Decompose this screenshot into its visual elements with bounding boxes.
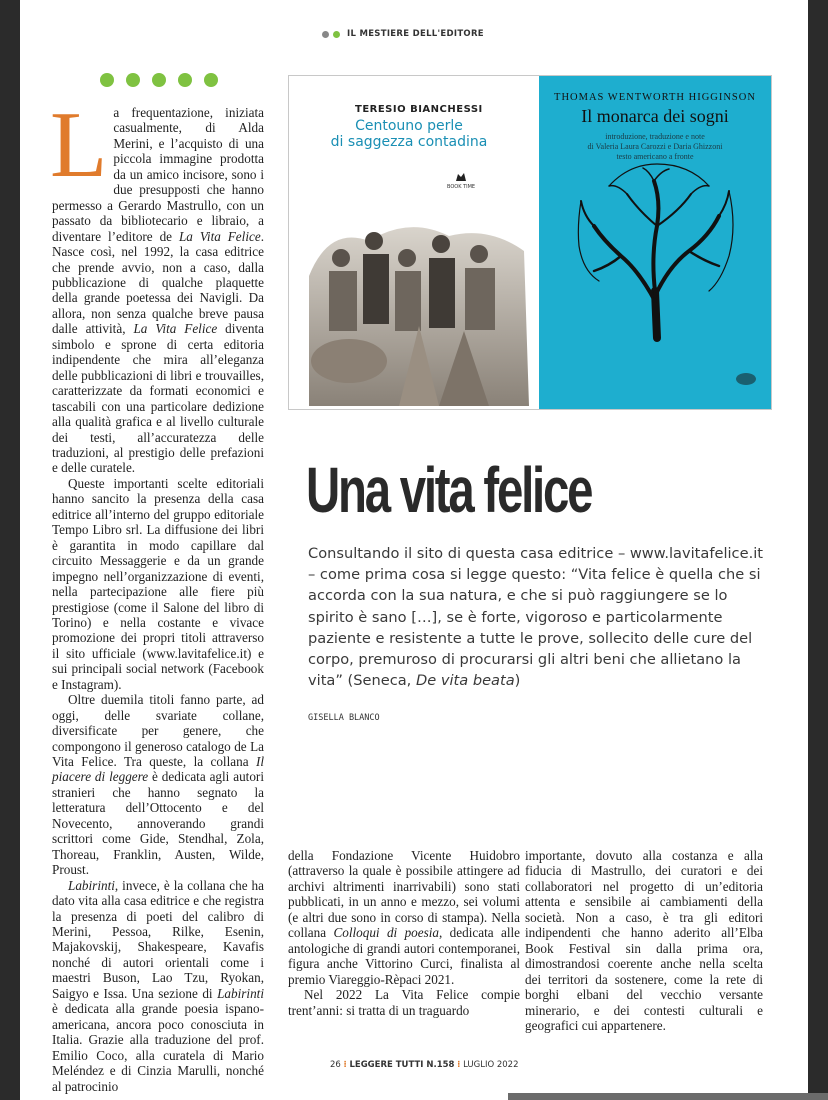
green-dot-icon [126,73,140,87]
article-column-1 [50,93,264,1094]
paragraph: Nel 2022 La Vita Felice compie trent’anni: si tratta di un traguardo [288,987,520,1018]
article-column-2 [288,848,520,1018]
green-dot-icon [204,73,218,87]
section-title: IL MESTIERE DELL'EDITORE [347,29,484,39]
book-author: TERESIO BIANCHESSI [355,104,483,115]
paragraph: Oltre duemila titoli fanno parte, ad oggi, delle svariate collane, diversificate per genere, che compongono il generoso catalogo de La Vita Felice. Tra queste, la collana Il piacere di leggere è dedicata agli autori stranieri che hanno segnato la letteratura dell’Ottocento e del Novecento, annoverando grandi scrittori come Gide, Stendhal, Zola, Thoreau, Franklin, Austen, Wilde, Proust. [52,692,264,878]
section-header [322,27,484,41]
magazine-name: LEGGERE TUTTI N.158 [349,1060,455,1070]
grey-dot-icon [322,31,329,38]
scroll-indicator [508,1093,828,1100]
green-dot-icon [178,73,192,87]
article-lead: Consultando il sito di questa casa editrice – www.lavitafelice.it – come prima cosa si legge questo: “Vita felice è quella che si accorda con la sua natura, e che si può raggiungere se lo spirito è sano […], se è forte, vigoroso e particolarmente paziente e resistente a tutte le prove, sollecito delle cure del corpo, premuroso di procurarsi gli altri beni che allietano la vita” (Seneca, De vita beata) [308,545,763,690]
publisher-logo: BOOK TIME [447,172,475,190]
publisher-logo [736,373,756,385]
book-author: THOMAS WENTWORTH HIGGINSON [554,92,756,103]
book-title: Centouno perle di saggezza contadina [330,118,488,150]
book-cover-monarca-sogni [539,76,771,409]
page-number: 26 [330,1060,341,1070]
separator-icon: ⁝ [457,1060,461,1070]
paragraph: Queste importanti scelte editoriali hanno sancito la presenza della casa editrice all’interno del gruppo editoriale Tempo Libro srl. La diffusione dei libri è garantita in modo capillare dal circuito Messaggerie e da un grande impegno nell’organizzazione di eventi, nella partecipazione alle fiere più prestigiose (come il Salone del libro di Torino) e nella costante e vivace promozione dei propri titoli attraverso il sito ufficiale (www.lavitafelice.it) e sui principali social network (Facebook e Instagram). [52,475,264,692]
book-covers-image [288,75,772,410]
drop-cap: L [50,93,108,197]
green-dot-icon [100,73,114,87]
paragraph: La frequentazione, iniziata casualmente, di Alda Merini, e l’acquisto di una piccola immagine prodotta da un amico incisore, sono i due presupposti che hanno permesso a Gerardo Mastrullo, con un passato da bibliotecario e libraio, a diventare l’editore de La Vita Felice. Nasce così, nel 1992, la casa editrice che prende avvio, non a caso, dalla pubblicazione di qualche plaquette della grande poetessa dei Navigli. Da allora, non senza qualche breve pausa dalle attività, La Vita Felice diventa simbolo e sprone di certa editoria indipendente che mira all’eleganza delle pubblicazioni di libri e trouvailles, caratterizzate da formati economici e tascabili con una particolare dedizione alla qualità grafica e al livello culturale dei testi, all’accuratezza delle traduzioni, al prestigio delle prefazioni e delle curatele. [50,93,264,476]
paragraph: importante, dovuto alla costanza e alla fiducia di Mastrullo, dei curatori e dei collaboratori nel progetto di un’editoria attenta e sensibile ai cambiamenti della società. Non a caso, è tra gli editori indipendenti che hanno aderito all’Elba Book Festival sin dalla prima ora, dimostrandosi coerente anche nella scelta dei territori da sostenere, come la rete di borghi elbani del vecchio versante minerario, e dei contesti culturali e geografici cui appartenere. [525,848,763,1033]
article-title: Una vita felice [306,454,592,526]
separator-icon: ⁝ [343,1060,347,1070]
farmers-photo [289,76,538,409]
paragraph: Labirinti, invece, è la collana che ha dato vita alla casa editrice e che registra la presenza di poeti del calibro di Merini, Pessoa, Rilke, Esenin, Majakovskij, Shakespeare, Kavafis nonché di autori orientali come i maestri Buson, Lao Tzu, Ryokan, Saigyo e Issa. Una sezione di Labirinti è dedicata alla grande poesia ispano-americana, ancora poco conosciuta in Italia. Grazie alla traduzione del prof. Emilio Coco, alla curatela di Mario Meléndez e di Cinzia Marulli, nonché al patrocinio [52,877,264,1094]
issue-date: LUGLIO 2022 [463,1060,519,1070]
green-dot-icon [333,31,340,38]
book-title: Il monarca dei sogni [581,106,729,126]
tree-head-illustration [539,76,771,409]
page-footer [330,1060,519,1070]
book-cover-centouno-perle [289,76,538,409]
green-dot-icon [152,73,166,87]
book-subtitle: introduzione, traduzione e note di Valeria Laura Carozzi e Daria Ghizzoni testo americano a fronte [587,132,723,161]
paragraph: della Fondazione Vicente Huidobro (attraverso la quale è possibile attingere ad archivi altrimenti inarrivabili) sono stati pubblicati, in un anno e mezzo, sei volumi (e altri due sono in corso di stampa). Nella collana Colloqui di poesia, dedicata alle antologiche di grandi autori contemporanei, figura anche Vittorino Curci, finalista al premio Viareggio-Rèpaci 2021. [288,848,520,987]
author-byline: GISELLA BLANCO [308,713,380,723]
article-column-3 [525,848,763,1033]
decorative-dots [100,73,230,87]
